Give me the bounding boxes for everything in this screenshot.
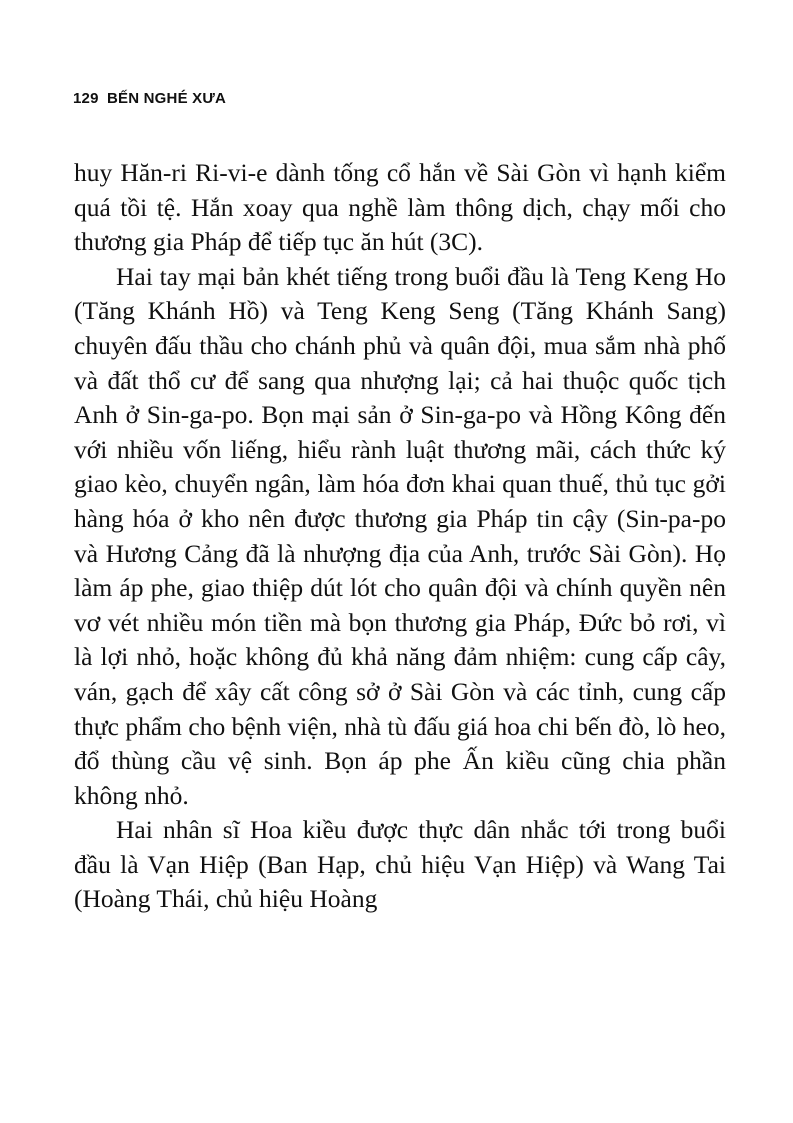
paragraph-continuation: huy Hăn-ri Ri-vi-e dành tống cổ hắn về Sài Gòn vì hạnh kiểm quá tồi tệ. Hắn xoay qua nghề làm thông dịch, chạy mối cho thương gia Pháp để tiếp tục ăn hút (3C).: [74, 158, 726, 257]
body-text: [74, 156, 726, 917]
page-number: 129: [73, 90, 99, 107]
paragraph-compradors: Hai tay mại bản khét tiếng trong buổi đầu là Teng Keng Ho (Tăng Khánh Hồ) và Teng Keng Seng (Tăng Khánh Sang) chuyên đấu thầu cho chánh phủ và quân đội, mua sắm nhà phố và đất thổ cư để sang qua nhượng lại; cả hai thuộc quốc tịch Anh ở Sin-ga-po. Bọn mại sản ở Sin-ga-po và Hồng Kông đến với nhiều vốn liếng, hiểu rành luật thương mãi, cách thức ký giao kèo, chuyển ngân, làm hóa đơn khai quan thuế, thủ tục gởi hàng hóa ở kho nên được thương gia Pháp tin cậy (Sin-pa-po và Hương Cảng đã là nhượng địa của Anh, trước Sài Gòn). Họ làm áp phe, giao thiệp dút lót cho quân đội và chính quyền nên vơ vét nhiều món tiền mà bọn thương gia Pháp, Đức bỏ rơi, vì là lợi nhỏ, hoặc không đủ khả năng đảm nhiệm: cung cấp cây, ván, gạch để xây cất công sở ở Sài Gòn và các tỉnh, cung cấp thực phẩm cho bệnh viện, nhà tù đấu giá hoa chi bến đò, lò heo, đổ thùng cầu vệ sinh. Bọn áp phe Ấn kiều cũng chia phần không nhỏ.: [74, 261, 726, 810]
running-head: [73, 90, 226, 107]
paragraph-notables: Hai nhân sĩ Hoa kiều được thực dân nhắc tới trong buổi đầu là Vạn Hiệp (Ban Hạp, chủ hiệu Vạn Hiệp) và Wang Tai (Hoàng Thái, chủ hiệu Hoàng: [74, 815, 726, 914]
book-title: BẾN NGHÉ XƯA: [107, 90, 227, 107]
